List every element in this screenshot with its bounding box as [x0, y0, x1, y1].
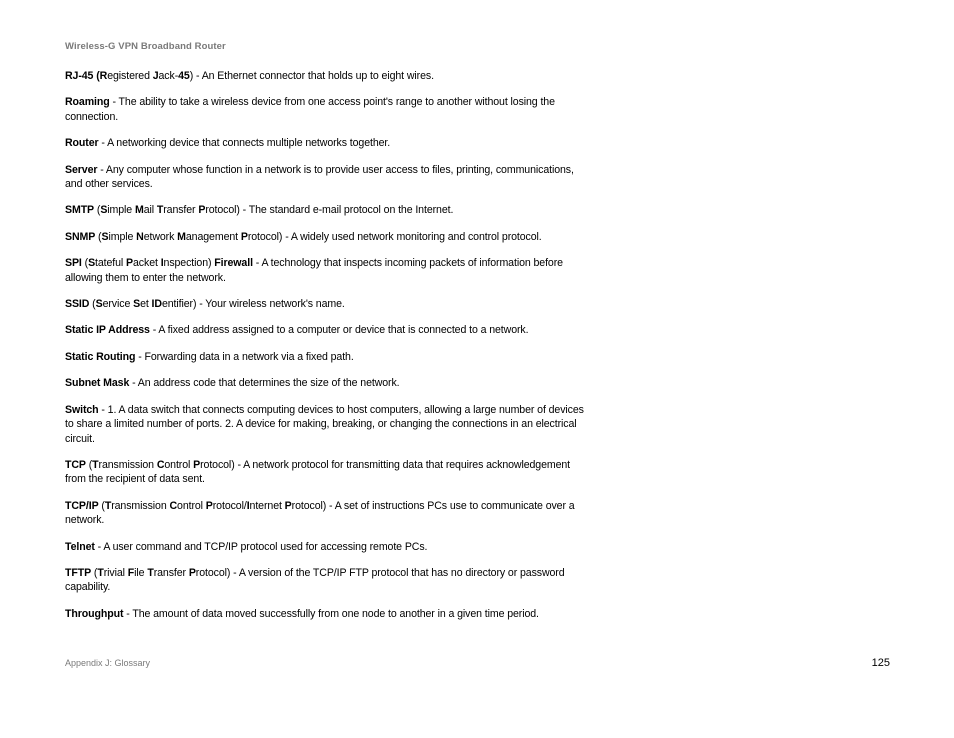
glossary-definition-text: (: [85, 458, 93, 471]
glossary-term-text: Telnet: [65, 540, 95, 553]
glossary-term-text: SNMP: [65, 230, 96, 243]
document-header: Wireless-G VPN Broadband Router: [65, 41, 226, 52]
glossary-term-text: T: [147, 566, 154, 579]
glossary-definition-text: etwork: [143, 230, 178, 243]
glossary-term-text: Switch: [65, 403, 99, 416]
glossary-definition-text: rivial: [103, 566, 128, 579]
glossary-term-text: P: [193, 458, 201, 471]
glossary-term-text: I: [246, 499, 250, 512]
glossary-definition-text: ransmission: [98, 458, 157, 471]
glossary-term-text: F: [127, 566, 135, 579]
glossary-definition-text: (: [95, 230, 102, 243]
glossary-term-text: TFTP: [65, 566, 92, 579]
glossary-entry: [65, 350, 590, 364]
glossary-entry: [65, 566, 590, 595]
glossary-definition-text: ile: [134, 566, 148, 579]
glossary-entry: [65, 69, 590, 83]
glossary-term-text: Router: [65, 137, 99, 150]
glossary-definition-text: rotocol/: [212, 499, 247, 512]
glossary-definition-text: tateful: [95, 257, 127, 270]
glossary-term-text: SPI: [65, 257, 82, 270]
glossary-term-text: M: [177, 230, 186, 243]
glossary-term-text: M: [134, 204, 144, 217]
glossary-term-text: P: [126, 257, 134, 270]
glossary-definition-text: ack-: [158, 70, 179, 82]
glossary-definition-text: ontrol: [164, 458, 194, 471]
glossary-entry: [65, 256, 590, 285]
glossary-term-text: T: [97, 566, 104, 579]
glossary-entry: [65, 499, 590, 528]
glossary-definition-text: (: [98, 499, 105, 512]
glossary-term-text: I: [160, 257, 164, 270]
glossary-term-text: Firewall: [214, 257, 253, 270]
glossary-entry: [65, 607, 590, 621]
glossary-term-text: S: [100, 204, 108, 217]
glossary-definition-text: (: [81, 257, 89, 270]
glossary-definition-text: nternet: [249, 499, 285, 512]
glossary-entry: [65, 323, 590, 337]
glossary-definition-text: - The amount of data moved successfully from one node to another in a given time period.: [123, 607, 539, 620]
glossary-term-text: S: [101, 230, 109, 243]
glossary-entry: [65, 540, 590, 554]
glossary-entry: [65, 203, 590, 217]
glossary-definition-text: - A networking device that connects multiple networks together.: [98, 137, 391, 150]
glossary-term-text: C: [156, 458, 165, 471]
glossary-definition-text: - A user command and TCP/IP protocol used for accessing remote PCs.: [94, 540, 428, 553]
glossary-definition-text: ransfer: [153, 566, 189, 579]
glossary-definition-text: ervice: [102, 298, 134, 311]
glossary-definition-text: ransmission: [111, 499, 170, 512]
glossary-term-text: S: [88, 257, 96, 270]
glossary-entry: [65, 376, 590, 390]
glossary-term-text: P: [198, 204, 206, 217]
glossary-definition-text: imple: [108, 230, 137, 243]
glossary-definition-text: - A fixed address assigned to a computer or device that is connected to a network.: [149, 324, 529, 337]
glossary-definition-text: rotocol) - The standard e-mail protocol on the Internet.: [205, 204, 454, 217]
glossary-definition-text: ail: [143, 204, 157, 217]
glossary-term-text: SMTP: [65, 204, 95, 217]
glossary-definition-text: anagement: [185, 230, 241, 243]
glossary-term-text: Subnet Mask: [65, 377, 130, 390]
glossary-definition-text: et: [140, 298, 152, 311]
page-number: 125: [871, 657, 890, 669]
glossary-term-text: ID: [151, 298, 162, 311]
glossary-definition-text: rotocol) - A network protocol for transmitting data that requires acknowledgement from the recipient of data sent.: [65, 458, 571, 486]
glossary-term-text: T: [92, 458, 99, 471]
glossary-term-text: J: [152, 70, 159, 82]
glossary-term-text: SSID: [65, 298, 90, 311]
glossary-definition-text: ransfer: [163, 204, 199, 217]
glossary-definition-text: (: [89, 298, 96, 311]
glossary-definition-text: rotocol) - A version of the TCP/IP FTP protocol that has no directory or password capability.: [65, 566, 565, 594]
glossary-list: [65, 69, 590, 633]
glossary-definition-text: ontrol: [177, 499, 206, 512]
glossary-entry: [65, 163, 590, 192]
glossary-definition-text: rotocol) - A set of instructions PCs use to communicate over a network.: [65, 499, 575, 527]
glossary-entry: [65, 136, 590, 150]
glossary-definition-text: - A technology that inspects incoming packets of information before allowing them to enter the network.: [65, 257, 563, 284]
glossary-term-text: 45: [178, 70, 190, 82]
glossary-term-text: S: [133, 298, 141, 311]
footer-section-title: Appendix J: Glossary: [65, 658, 151, 668]
glossary-definition-text: - Any computer whose function in a network is to provide user access to files, printing, communications, and other services.: [65, 163, 574, 191]
glossary-definition-text: entifier) - Your wireless network's name.: [161, 298, 345, 311]
glossary-definition-text: rotocol) - A widely used network monitoring and control protocol.: [247, 230, 542, 243]
glossary-definition-text: - An address code that determines the size of the network.: [129, 377, 400, 390]
glossary-definition-text: imple: [107, 204, 135, 217]
glossary-definition-text: nspection): [163, 257, 215, 270]
glossary-term-text: Static Routing: [65, 350, 136, 363]
glossary-term-text: Static IP Address: [65, 324, 150, 337]
glossary-definition-text: (: [94, 204, 101, 217]
glossary-definition-text: - The ability to take a wireless device from one access point's range to another without losing the connection.: [65, 96, 555, 123]
glossary-term-text: C: [169, 499, 178, 512]
glossary-entry: [65, 297, 590, 311]
glossary-term-text: Throughput: [65, 607, 124, 620]
glossary-definition-text: ) - An Ethernet connector that holds up to eight wires.: [189, 70, 434, 82]
glossary-term-text: R: [99, 70, 108, 82]
glossary-term-text: P: [205, 499, 213, 512]
glossary-entry: [65, 95, 590, 124]
glossary-entry: [65, 403, 590, 446]
glossary-term-text: Server: [65, 163, 98, 176]
glossary-term-text: TCP/IP: [65, 499, 99, 512]
glossary-term-text: P: [240, 230, 248, 243]
glossary-term-text: S: [95, 298, 103, 311]
glossary-term-text: T: [104, 499, 112, 512]
glossary-definition-text: (: [91, 566, 98, 579]
glossary-definition-text: - Forwarding data in a network via a fixed path.: [135, 350, 354, 363]
glossary-term-text: RJ-45 (: [65, 70, 100, 82]
glossary-definition-text: acket: [133, 257, 161, 270]
glossary-term-text: TCP: [65, 458, 86, 471]
glossary-entry: [65, 458, 590, 487]
glossary-term-text: N: [136, 230, 144, 243]
glossary-term-text: T: [156, 204, 164, 217]
glossary-term-text: P: [284, 499, 292, 512]
glossary-term-text: P: [188, 566, 196, 579]
glossary-entry: [65, 230, 590, 244]
glossary-definition-text: egistered: [107, 70, 153, 82]
glossary-term-text: Roaming: [65, 96, 110, 109]
glossary-definition-text: - 1. A data switch that connects computing devices to host computers, allowing a large number of devices to share a limited number of ports. 2. A device for making, breaking, or changing the connections in an electrical circuit.: [65, 403, 584, 445]
